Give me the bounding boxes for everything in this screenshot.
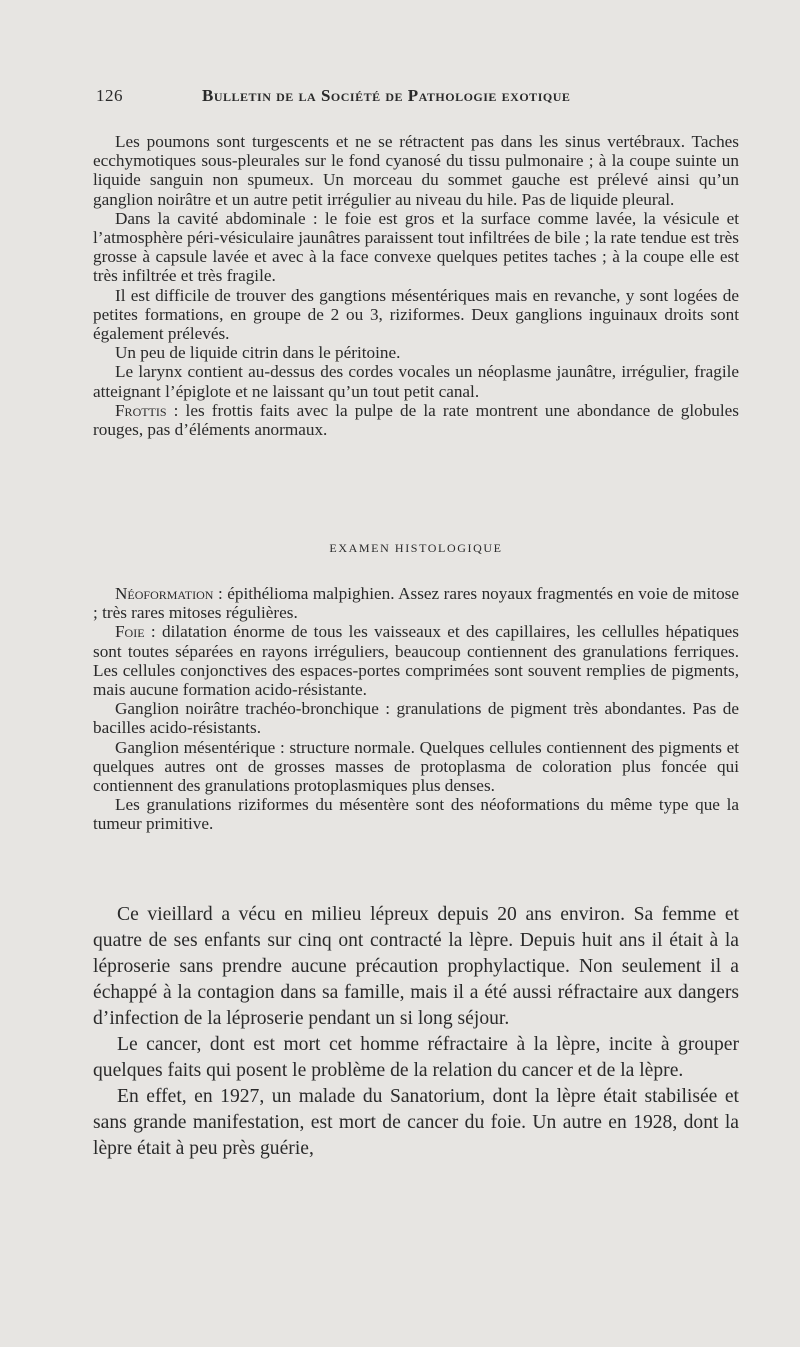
frottis-text: : les frottis faits avec la pulpe de la rate montrent une abondance de globules rouges, pas d’éléments anormaux.	[93, 400, 739, 440]
running-title: Bulletin de la Société de Pathologie exotique	[202, 86, 571, 105]
section-title: EXAMEN HISTOLOGIQUE	[329, 541, 503, 555]
neoformation-text: : épithélioma malpighien. Assez rares noyaux fragmentés en voie de mitose ; très rares mitoses régulières.	[93, 584, 739, 623]
paragraph: Ganglion mésentérique : structure normale. Quelques cellules contiennent des pigments et quelques autres ont de grosses masses de protoplasma de coloration plus foncée qui contiennent des granulations protoplasmiques plus denses.	[93, 737, 739, 796]
paragraph: Ganglion noirâtre trachéo-bronchique : granulations de pigment très abondantes. Pas de bacilles acido-résistants.	[93, 699, 739, 738]
paragraph: Dans la cavité abdominale : le foie est gros et la surface comme lavée, la vésicule et l’atmosphère péri-vésiculaire jaunâtres paraissent tout infiltrées de bile ; la rate tendue est très grosse à capsule lavée et avec à la face convexe quelques petites taches ; à la coupe elle est très infiltrée et très fragile.	[93, 208, 739, 286]
paragraph: Le cancer, dont est mort cet homme réfractaire à la lèpre, incite à grouper quelques faits qui posent le problème de la relation du cancer et de la lèpre.	[93, 1034, 739, 1081]
paragraph: En effet, en 1927, un malade du Sanatorium, dont la lèpre était stabilisée et sans grande manifestation, est mort de cancer du foie. Un autre en 1928, dont la lèpre était à peu près guérie,	[93, 1086, 739, 1159]
frottis-paragraph	[93, 401, 739, 439]
neoformation-label: Néoformation	[115, 584, 214, 603]
page-number: 126	[96, 86, 123, 105]
paragraph: Ce vieillard a vécu en milieu lépreux depuis 20 ans environ. Sa femme et quatre de ses enfants sur cinq ont contracté la lèpre. Depuis huit ans il était à la léproserie sans prendre aucune précaution prophylactique. Non seulement il a échappé à la contagion dans sa famille, mais il a été aussi réfractaire aux dangers d’infection de la léproserie pendant un si long séjour.	[93, 904, 739, 1029]
paragraph: Les granulations riziformes du mésentère sont des néoformations du même type que la tumeur primitive.	[93, 795, 739, 834]
paragraph: Il est difficile de trouver des gangtions mésentériques mais en revanche, y sont logées de petites formations, en groupe de 2 ou 3, riziformes. Deux ganglions inguinaux droits sont également prélevés.	[93, 285, 739, 344]
paragraph: Le larynx contient au-dessus des cordes vocales un néoplasme jaunâtre, irrégulier, fragile atteignant l’épiglote et ne laissant qu’un tout petit canal.	[93, 362, 739, 401]
autopsy-findings	[93, 132, 739, 439]
foie-paragraph	[93, 622, 739, 699]
discussion-text	[93, 902, 739, 1162]
neoformation-paragraph	[93, 584, 739, 622]
frottis-label: Frottis	[115, 400, 167, 420]
foie-text: : dilatation énorme de tous les vaisseaux et des capillaires, les cellulles hépatiques sont toutes séparées en rayons irréguliers, beaucoup contiennent des granulations ferriques. Les cellules conjonctives des espaces-portes comprimées sont souvent remplies de pigments, mais aucune formation acido-résistante.	[93, 622, 739, 700]
paragraph: Les poumons sont turgescents et ne se rétractent pas dans les sinus vertébraux. Taches ecchymotiques sous-pleurales sur le fond cyanosé du tissu pulmonaire ; à la coupe suinte un liquide sanguin non spumeux. Un morceau du sommet gauche est prélevé ainsi qu’un ganglion noirâtre et un autre petit irrégulier au niveau du hile. Pas de liquide pleural.	[93, 132, 739, 209]
paragraph: Un peu de liquide citrin dans le péritoine.	[115, 343, 401, 363]
foie-label: Foie	[115, 622, 145, 642]
histology-findings	[93, 584, 739, 834]
